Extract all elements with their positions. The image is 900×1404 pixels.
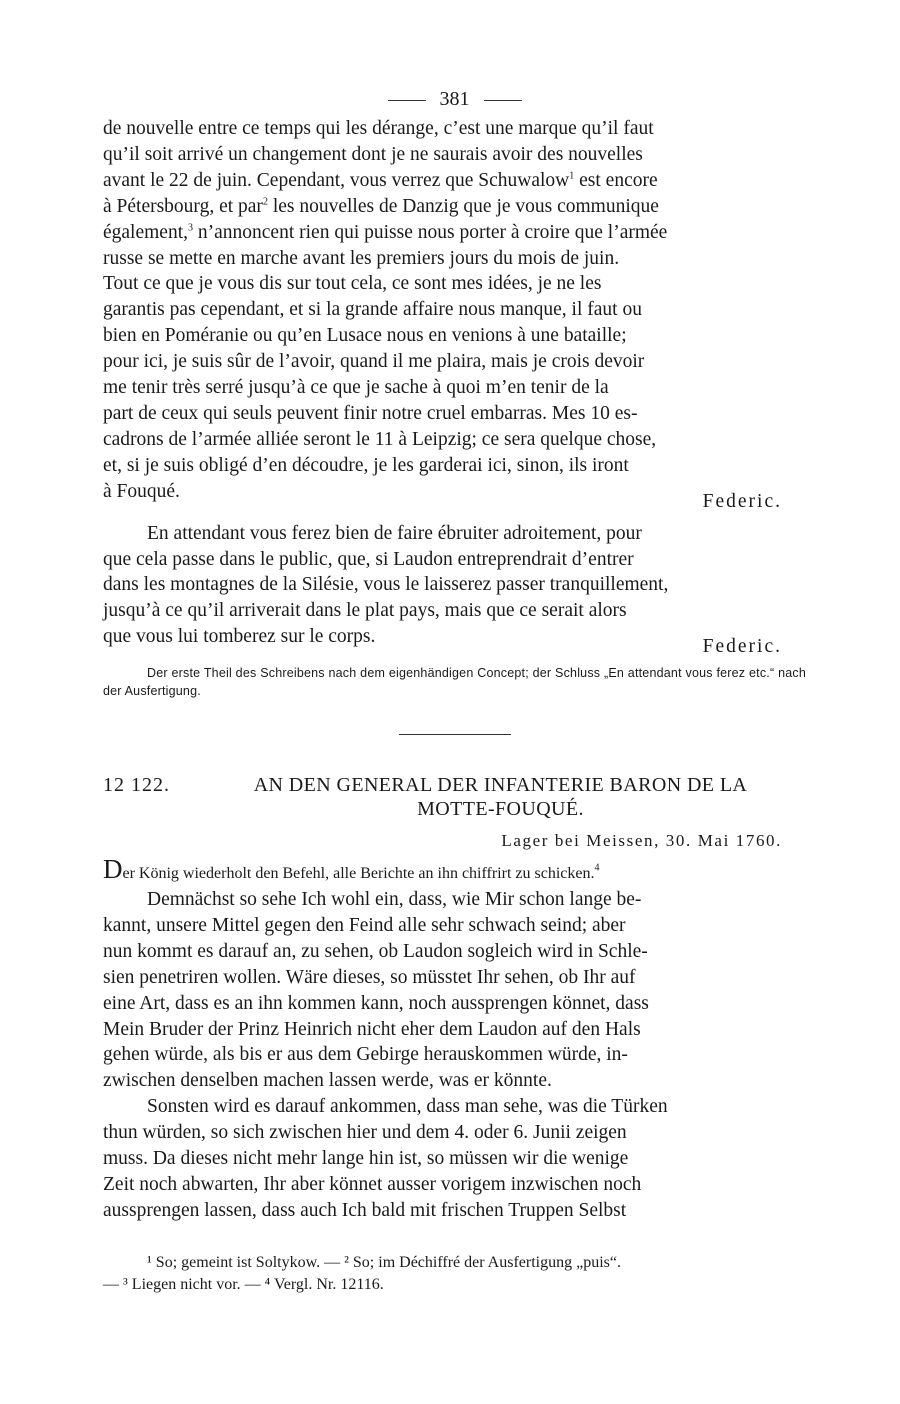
text-line: En attendant vous ferez bien de faire ébruiter adroitement, pour bbox=[147, 522, 642, 544]
place-date: Lager bei Meissen, 30. Mai 1760. bbox=[501, 831, 782, 851]
summary-text: er König wiederholt den Befehl, alle Berichte an ihn chiffrirt zu schicken. bbox=[122, 865, 595, 883]
text-line: Sonsten wird es darauf ankommen, dass man sehe, was die Türken bbox=[147, 1096, 668, 1118]
letter-number: 12 122. bbox=[103, 774, 170, 797]
text-line: zwischen denselben machen lassen werde, was er könnte. bbox=[103, 1070, 552, 1092]
footnote-ref: 1 bbox=[569, 170, 575, 182]
page-header bbox=[103, 84, 806, 114]
book-page bbox=[103, 84, 806, 1296]
editorial-note: Der erste Theil des Schreibens nach dem eigenhändigen Concept; der Schluss „En attendant vous ferez etc.“ nach der Ausfertigung. bbox=[103, 666, 806, 699]
text-line: jusqu’à ce qu’il arriverait dans le plat pays, mais que ce serait alors bbox=[103, 600, 627, 622]
letter-title bbox=[195, 773, 806, 821]
text-line: Demnächst so sehe Ich wohl ein, dass, wie Mir schon lange be- bbox=[147, 889, 642, 911]
footnote-ref: 4 bbox=[594, 862, 600, 874]
text-line: sien penetriren wollen. Wäre dieses, so müsstet Ihr sehen, ob Ihr auf bbox=[103, 966, 636, 988]
text-line: thun würden, so sich zwischen hier und dem 4. oder 6. Junii zeigen bbox=[103, 1122, 627, 1144]
signature: Federic. bbox=[702, 490, 782, 512]
footnote-ref: 3 bbox=[188, 222, 193, 234]
signature-line bbox=[103, 479, 806, 512]
title-line-2: MOTTE-FOUQUÉ. bbox=[417, 798, 584, 821]
text-line: gehen würde, als bis er aus dem Gebirge herauskommen würde, in- bbox=[103, 1044, 628, 1066]
footnote-line: ¹ So; gemeint ist Soltykow. — ² So; im Déchiffré der Ausfertigung „puis“. bbox=[147, 1253, 621, 1271]
signature-line bbox=[103, 624, 806, 658]
text-line: muss. Da dieses nicht mehr lange hin ist, so müssen wir die wenige bbox=[103, 1148, 629, 1170]
section-divider bbox=[399, 734, 511, 735]
text-line: part de ceux qui seuls peuvent finir notre cruel embarras. Mes 10 es- bbox=[103, 402, 638, 424]
text-line: également,$^3$ n’annoncent rien qui puisse nous porter à croire que l’armée bbox=[103, 221, 668, 243]
page-number: 381 bbox=[439, 88, 470, 110]
letter-heading bbox=[103, 773, 806, 821]
paragraph-1 bbox=[103, 887, 806, 1094]
text-line: de nouvelle entre ce temps qui les dérange, c’est une marque qu’il faut bbox=[103, 118, 654, 139]
text-line: garantis pas cependant, et si la grande affaire nous manque, il faut ou bbox=[103, 299, 642, 321]
text-line: kannt, unsere Mittel gegen den Feind alle sehr schwach seind; aber bbox=[103, 914, 626, 936]
text-line: eine Art, dass es an ihn kommen kann, noch aussprengen könnet, dass bbox=[103, 992, 649, 1014]
footnotes bbox=[103, 1252, 806, 1296]
text-line: me tenir très serré jusqu’à ce que je sache à quoi m’en tenir de la bbox=[103, 377, 609, 399]
footnote-ref: 2 bbox=[262, 196, 268, 208]
initial-letter: D bbox=[103, 854, 123, 885]
text-line: bien en Poméranie ou qu’en Lusace nous en venions à une bataille; bbox=[103, 325, 627, 347]
text-line: Zeit noch abwarten, Ihr aber könnet ausser vorigem inzwischen noch bbox=[103, 1174, 642, 1195]
text-line: et, si je suis obligé d’en découdre, je les garderai ici, sinon, ils iront bbox=[103, 454, 629, 476]
text-line: que vous lui tomberez sur le corps. bbox=[103, 626, 376, 648]
footnote-line: — ³ Liegen nicht vor. — ⁴ Vergl. Nr. 12116. bbox=[103, 1275, 384, 1293]
text-line: dans les montagnes de la Silésie, vous le laisserez passer tranquillement, bbox=[103, 574, 669, 596]
text-line: cadrons de l’armée alliée seront le 11 à Leipzig; ce sera quelque chose, bbox=[103, 428, 657, 450]
text-line: à Fouqué. bbox=[103, 480, 180, 502]
header-dash-right bbox=[484, 100, 522, 101]
text-line: russe se mette en marche avant les premiers jours du mois de juin. bbox=[103, 247, 620, 269]
text-line: nun kommt es darauf an, zu sehen, ob Laudon sogleich wird in Schle- bbox=[103, 940, 648, 962]
postscript bbox=[103, 521, 806, 658]
text-line: aussprengen lassen, dass auch Ich bald mit frischen Truppen Selbst bbox=[103, 1199, 627, 1221]
text-line: pour ici, je suis sûr de l’avoir, quand il me plaira, mais je crois devoir bbox=[103, 351, 645, 373]
header-dash-left bbox=[388, 100, 426, 101]
text-line: Tout ce que je vous dis sur tout cela, ce sont mes idées, je ne les bbox=[103, 273, 602, 295]
title-line-1: AN DEN GENERAL DER INFANTERIE BARON DE LA bbox=[253, 774, 748, 797]
text-line: qu’il soit arrivé un changement dont je ne saurais avoir des nouvelles bbox=[103, 143, 643, 165]
summary-line bbox=[103, 854, 806, 887]
text-line: Mein Bruder der Prinz Heinrich nicht eher dem Laudon auf den Hals bbox=[103, 1018, 641, 1040]
paragraph-2 bbox=[103, 1094, 806, 1224]
letter-end bbox=[103, 116, 806, 512]
signature: Federic. bbox=[702, 636, 782, 658]
text-line: à Pétersbourg, et par$^2$ les nouvelles de Danzig que je vous communique bbox=[103, 195, 659, 217]
text-line: avant le 22 de juin. Cependant, vous verrez que Schuwalow$^1$ est encore bbox=[103, 169, 658, 191]
text-line: que cela passe dans le public, que, si Laudon entreprendrait d’entrer bbox=[103, 548, 634, 570]
